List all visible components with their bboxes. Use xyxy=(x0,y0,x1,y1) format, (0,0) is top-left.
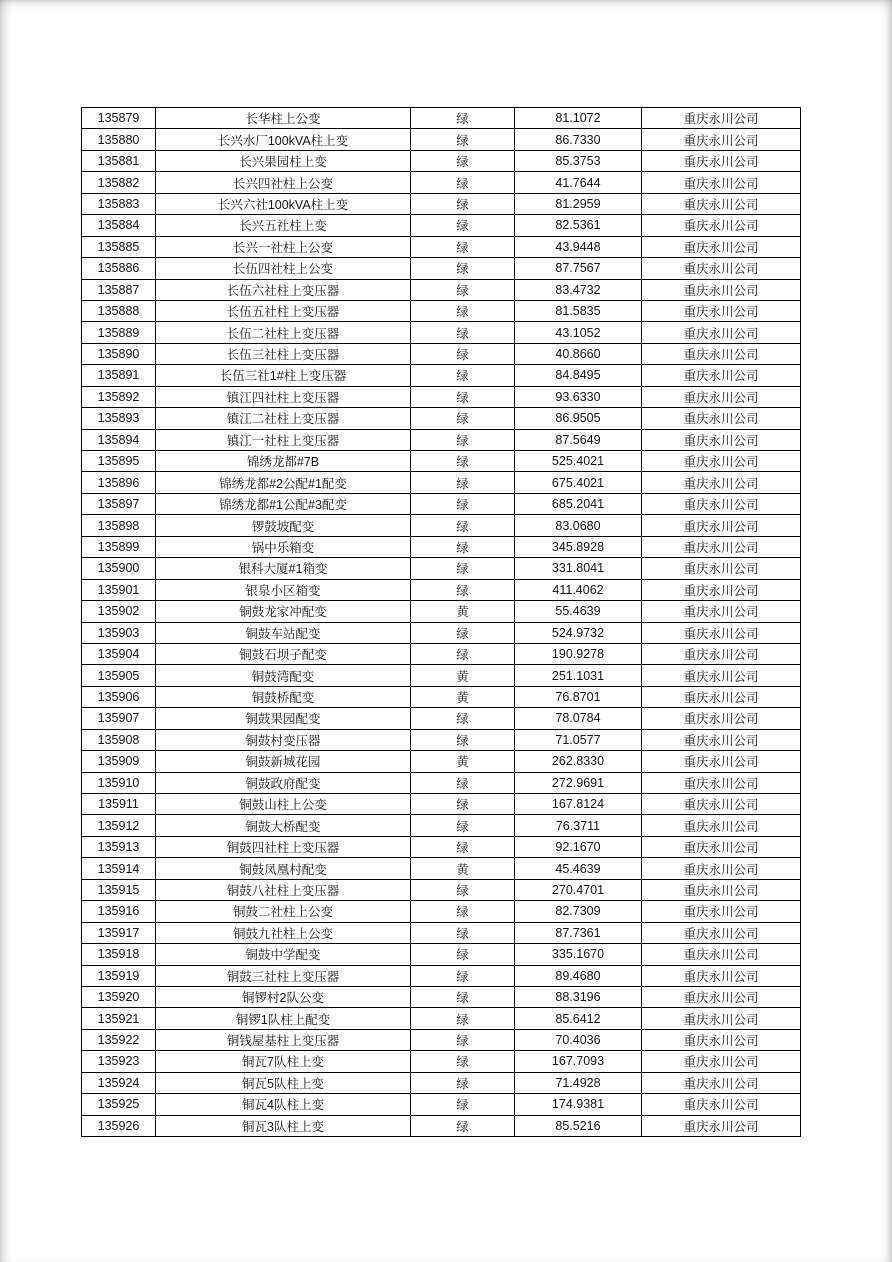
cell-value: 81.5835 xyxy=(515,300,642,321)
table-body xyxy=(82,108,801,1137)
table-row xyxy=(82,686,801,707)
table-row xyxy=(82,172,801,193)
table-row xyxy=(82,365,801,386)
table-row xyxy=(82,901,801,922)
cell-name: 长兴五社柱上变 xyxy=(156,215,411,236)
cell-status: 绿 xyxy=(411,472,515,493)
cell-status: 绿 xyxy=(411,365,515,386)
cell-value: 85.6412 xyxy=(515,1008,642,1029)
cell-status: 黄 xyxy=(411,686,515,707)
cell-name: 铜鼓政府配变 xyxy=(156,772,411,793)
cell-status: 绿 xyxy=(411,129,515,150)
table-row xyxy=(82,794,801,815)
table-row xyxy=(82,986,801,1007)
cell-value: 87.5649 xyxy=(515,429,642,450)
cell-id: 135919 xyxy=(82,965,156,986)
cell-company: 重庆永川公司 xyxy=(642,1008,801,1029)
table-row xyxy=(82,558,801,579)
cell-name: 铜鼓九社柱上公变 xyxy=(156,922,411,943)
cell-id: 135883 xyxy=(82,193,156,214)
table-row xyxy=(82,1094,801,1115)
cell-status: 绿 xyxy=(411,622,515,643)
cell-value: 82.5361 xyxy=(515,215,642,236)
cell-status: 绿 xyxy=(411,965,515,986)
cell-name: 镇江一社柱上变压器 xyxy=(156,429,411,450)
cell-status: 绿 xyxy=(411,836,515,857)
cell-value: 85.3753 xyxy=(515,150,642,171)
cell-company: 重庆永川公司 xyxy=(642,579,801,600)
cell-status: 绿 xyxy=(411,879,515,900)
cell-value: 86.7330 xyxy=(515,129,642,150)
cell-name: 锦绣龙都#1公配#3配变 xyxy=(156,493,411,514)
cell-value: 86.9505 xyxy=(515,408,642,429)
cell-company: 重庆永川公司 xyxy=(642,922,801,943)
cell-id: 135881 xyxy=(82,150,156,171)
cell-status: 绿 xyxy=(411,579,515,600)
cell-name: 铜鼓八社柱上变压器 xyxy=(156,879,411,900)
table-row xyxy=(82,322,801,343)
cell-company: 重庆永川公司 xyxy=(642,215,801,236)
cell-company: 重庆永川公司 xyxy=(642,622,801,643)
table-row xyxy=(82,922,801,943)
cell-id: 135897 xyxy=(82,493,156,514)
cell-value: 88.3196 xyxy=(515,986,642,1007)
cell-name: 铜瓦3队柱上变 xyxy=(156,1115,411,1136)
cell-status: 绿 xyxy=(411,536,515,557)
cell-id: 135926 xyxy=(82,1115,156,1136)
cell-status: 绿 xyxy=(411,1029,515,1050)
cell-company: 重庆永川公司 xyxy=(642,965,801,986)
cell-id: 135884 xyxy=(82,215,156,236)
cell-id: 135923 xyxy=(82,1051,156,1072)
cell-name: 长伍三社柱上变压器 xyxy=(156,343,411,364)
cell-id: 135915 xyxy=(82,879,156,900)
cell-name: 铜鼓桥配变 xyxy=(156,686,411,707)
cell-id: 135879 xyxy=(82,108,156,129)
cell-id: 135891 xyxy=(82,365,156,386)
cell-value: 45.4639 xyxy=(515,858,642,879)
table-row xyxy=(82,751,801,772)
cell-id: 135898 xyxy=(82,515,156,536)
cell-value: 78.0784 xyxy=(515,708,642,729)
cell-name: 铜鼓大桥配变 xyxy=(156,815,411,836)
cell-status: 绿 xyxy=(411,236,515,257)
table-row xyxy=(82,1115,801,1136)
cell-company: 重庆永川公司 xyxy=(642,258,801,279)
cell-value: 41.7644 xyxy=(515,172,642,193)
cell-status: 绿 xyxy=(411,386,515,407)
cell-value: 85.5216 xyxy=(515,1115,642,1136)
cell-status: 绿 xyxy=(411,108,515,129)
cell-name: 铜锣1队柱上配变 xyxy=(156,1008,411,1029)
cell-name: 铜鼓新城花园 xyxy=(156,751,411,772)
cell-id: 135894 xyxy=(82,429,156,450)
cell-company: 重庆永川公司 xyxy=(642,322,801,343)
cell-name: 铜鼓村变压器 xyxy=(156,729,411,750)
cell-company: 重庆永川公司 xyxy=(642,172,801,193)
cell-company: 重庆永川公司 xyxy=(642,1115,801,1136)
table-row xyxy=(82,622,801,643)
cell-status: 绿 xyxy=(411,258,515,279)
cell-status: 绿 xyxy=(411,429,515,450)
cell-value: 83.0680 xyxy=(515,515,642,536)
cell-company: 重庆永川公司 xyxy=(642,665,801,686)
cell-status: 绿 xyxy=(411,1008,515,1029)
cell-company: 重庆永川公司 xyxy=(642,986,801,1007)
cell-company: 重庆永川公司 xyxy=(642,901,801,922)
table-row xyxy=(82,1072,801,1093)
table-row xyxy=(82,515,801,536)
cell-id: 135885 xyxy=(82,236,156,257)
cell-name: 镇江二社柱上变压器 xyxy=(156,408,411,429)
table-row xyxy=(82,300,801,321)
cell-id: 135904 xyxy=(82,643,156,664)
cell-company: 重庆永川公司 xyxy=(642,386,801,407)
cell-value: 89.4680 xyxy=(515,965,642,986)
cell-value: 71.4928 xyxy=(515,1072,642,1093)
cell-status: 绿 xyxy=(411,279,515,300)
cell-name: 锅中乐箱变 xyxy=(156,536,411,557)
cell-status: 绿 xyxy=(411,451,515,472)
table-row xyxy=(82,429,801,450)
cell-id: 135910 xyxy=(82,772,156,793)
table-row xyxy=(82,965,801,986)
table-row xyxy=(82,944,801,965)
cell-status: 绿 xyxy=(411,172,515,193)
cell-status: 黄 xyxy=(411,601,515,622)
table-row xyxy=(82,1051,801,1072)
cell-status: 绿 xyxy=(411,1072,515,1093)
cell-value: 251.1031 xyxy=(515,665,642,686)
cell-company: 重庆永川公司 xyxy=(642,408,801,429)
cell-value: 675.4021 xyxy=(515,472,642,493)
cell-company: 重庆永川公司 xyxy=(642,536,801,557)
cell-name: 长伍三社1#柱上变压器 xyxy=(156,365,411,386)
cell-company: 重庆永川公司 xyxy=(642,1094,801,1115)
cell-id: 135907 xyxy=(82,708,156,729)
cell-status: 绿 xyxy=(411,772,515,793)
cell-status: 绿 xyxy=(411,215,515,236)
cell-status: 绿 xyxy=(411,729,515,750)
table-row xyxy=(82,815,801,836)
table-row xyxy=(82,579,801,600)
cell-company: 重庆永川公司 xyxy=(642,429,801,450)
cell-company: 重庆永川公司 xyxy=(642,1072,801,1093)
table-row xyxy=(82,279,801,300)
cell-status: 绿 xyxy=(411,643,515,664)
cell-company: 重庆永川公司 xyxy=(642,708,801,729)
cell-id: 135909 xyxy=(82,751,156,772)
table-row xyxy=(82,215,801,236)
cell-name: 铜鼓凤凰村配变 xyxy=(156,858,411,879)
cell-id: 135902 xyxy=(82,601,156,622)
cell-id: 135914 xyxy=(82,858,156,879)
cell-value: 270.4701 xyxy=(515,879,642,900)
table-row xyxy=(82,601,801,622)
cell-status: 绿 xyxy=(411,193,515,214)
cell-status: 绿 xyxy=(411,322,515,343)
cell-status: 绿 xyxy=(411,1115,515,1136)
cell-id: 135913 xyxy=(82,836,156,857)
cell-value: 55.4639 xyxy=(515,601,642,622)
cell-company: 重庆永川公司 xyxy=(642,879,801,900)
cell-status: 绿 xyxy=(411,408,515,429)
cell-company: 重庆永川公司 xyxy=(642,643,801,664)
cell-id: 135906 xyxy=(82,686,156,707)
cell-value: 82.7309 xyxy=(515,901,642,922)
cell-company: 重庆永川公司 xyxy=(642,858,801,879)
cell-company: 重庆永川公司 xyxy=(642,601,801,622)
cell-status: 绿 xyxy=(411,343,515,364)
cell-company: 重庆永川公司 xyxy=(642,108,801,129)
cell-company: 重庆永川公司 xyxy=(642,150,801,171)
cell-company: 重庆永川公司 xyxy=(642,751,801,772)
cell-status: 绿 xyxy=(411,1051,515,1072)
cell-status: 绿 xyxy=(411,815,515,836)
table-row xyxy=(82,343,801,364)
cell-name: 铜钱屋基柱上变压器 xyxy=(156,1029,411,1050)
table-row xyxy=(82,536,801,557)
cell-value: 524.9732 xyxy=(515,622,642,643)
cell-company: 重庆永川公司 xyxy=(642,472,801,493)
cell-value: 272.9691 xyxy=(515,772,642,793)
cell-company: 重庆永川公司 xyxy=(642,944,801,965)
cell-value: 93.6330 xyxy=(515,386,642,407)
cell-company: 重庆永川公司 xyxy=(642,836,801,857)
cell-value: 87.7361 xyxy=(515,922,642,943)
table-row xyxy=(82,729,801,750)
cell-id: 135903 xyxy=(82,622,156,643)
table-row xyxy=(82,108,801,129)
cell-name: 长兴一社柱上公变 xyxy=(156,236,411,257)
cell-name: 长伍五社柱上变压器 xyxy=(156,300,411,321)
cell-value: 87.7567 xyxy=(515,258,642,279)
cell-name: 长伍四社柱上公变 xyxy=(156,258,411,279)
table-row xyxy=(82,408,801,429)
cell-company: 重庆永川公司 xyxy=(642,493,801,514)
cell-value: 43.1052 xyxy=(515,322,642,343)
cell-company: 重庆永川公司 xyxy=(642,1029,801,1050)
cell-name: 银科大厦#1箱变 xyxy=(156,558,411,579)
cell-name: 长伍二社柱上变压器 xyxy=(156,322,411,343)
cell-status: 绿 xyxy=(411,150,515,171)
cell-name: 铜鼓车站配变 xyxy=(156,622,411,643)
cell-id: 135922 xyxy=(82,1029,156,1050)
cell-value: 167.7093 xyxy=(515,1051,642,1072)
cell-value: 525.4021 xyxy=(515,451,642,472)
cell-company: 重庆永川公司 xyxy=(642,815,801,836)
table-row xyxy=(82,236,801,257)
table-row xyxy=(82,836,801,857)
cell-status: 绿 xyxy=(411,901,515,922)
cell-company: 重庆永川公司 xyxy=(642,1051,801,1072)
cell-id: 135920 xyxy=(82,986,156,1007)
data-table xyxy=(81,107,801,1137)
cell-status: 绿 xyxy=(411,944,515,965)
cell-id: 135916 xyxy=(82,901,156,922)
cell-company: 重庆永川公司 xyxy=(642,451,801,472)
table-row xyxy=(82,193,801,214)
table-row xyxy=(82,386,801,407)
cell-id: 135905 xyxy=(82,665,156,686)
cell-name: 长华柱上公变 xyxy=(156,108,411,129)
cell-value: 190.9278 xyxy=(515,643,642,664)
cell-name: 铜锣村2队公变 xyxy=(156,986,411,1007)
cell-company: 重庆永川公司 xyxy=(642,279,801,300)
cell-company: 重庆永川公司 xyxy=(642,343,801,364)
cell-company: 重庆永川公司 xyxy=(642,686,801,707)
cell-status: 绿 xyxy=(411,493,515,514)
cell-id: 135893 xyxy=(82,408,156,429)
cell-value: 76.8701 xyxy=(515,686,642,707)
cell-status: 黄 xyxy=(411,665,515,686)
table-row xyxy=(82,708,801,729)
cell-name: 长兴四社柱上公变 xyxy=(156,172,411,193)
table-row xyxy=(82,643,801,664)
table-row xyxy=(82,472,801,493)
table-row xyxy=(82,150,801,171)
table-row xyxy=(82,665,801,686)
cell-name: 长伍六社柱上变压器 xyxy=(156,279,411,300)
cell-value: 43.9448 xyxy=(515,236,642,257)
cell-name: 铜瓦5队柱上变 xyxy=(156,1072,411,1093)
cell-id: 135880 xyxy=(82,129,156,150)
cell-value: 81.2959 xyxy=(515,193,642,214)
cell-name: 铜鼓果园配变 xyxy=(156,708,411,729)
table-row xyxy=(82,493,801,514)
cell-value: 345.8928 xyxy=(515,536,642,557)
cell-id: 135924 xyxy=(82,1072,156,1093)
cell-status: 绿 xyxy=(411,794,515,815)
cell-name: 铜鼓中学配变 xyxy=(156,944,411,965)
cell-id: 135889 xyxy=(82,322,156,343)
cell-id: 135888 xyxy=(82,300,156,321)
cell-id: 135892 xyxy=(82,386,156,407)
table-row xyxy=(82,1008,801,1029)
cell-company: 重庆永川公司 xyxy=(642,236,801,257)
table-row xyxy=(82,858,801,879)
cell-name: 铜鼓湾配变 xyxy=(156,665,411,686)
cell-id: 135911 xyxy=(82,794,156,815)
cell-id: 135912 xyxy=(82,815,156,836)
cell-name: 铜鼓四社柱上变压器 xyxy=(156,836,411,857)
cell-status: 绿 xyxy=(411,300,515,321)
cell-value: 92.1670 xyxy=(515,836,642,857)
cell-company: 重庆永川公司 xyxy=(642,193,801,214)
cell-name: 银泉小区箱变 xyxy=(156,579,411,600)
cell-name: 铜鼓二社柱上公变 xyxy=(156,901,411,922)
cell-id: 135900 xyxy=(82,558,156,579)
cell-value: 174.9381 xyxy=(515,1094,642,1115)
cell-id: 135917 xyxy=(82,922,156,943)
cell-name: 铜鼓山柱上公变 xyxy=(156,794,411,815)
table-row xyxy=(82,451,801,472)
cell-status: 绿 xyxy=(411,558,515,579)
cell-value: 40.8660 xyxy=(515,343,642,364)
cell-name: 长兴六社100kVA柱上变 xyxy=(156,193,411,214)
cell-value: 71.0577 xyxy=(515,729,642,750)
cell-id: 135887 xyxy=(82,279,156,300)
cell-status: 绿 xyxy=(411,708,515,729)
cell-id: 135896 xyxy=(82,472,156,493)
table-row xyxy=(82,1029,801,1050)
table-row xyxy=(82,879,801,900)
cell-name: 镇江四社柱上变压器 xyxy=(156,386,411,407)
cell-id: 135886 xyxy=(82,258,156,279)
cell-value: 83.4732 xyxy=(515,279,642,300)
cell-value: 335.1670 xyxy=(515,944,642,965)
cell-id: 135899 xyxy=(82,536,156,557)
cell-name: 长兴果园柱上变 xyxy=(156,150,411,171)
cell-status: 绿 xyxy=(411,515,515,536)
cell-status: 绿 xyxy=(411,1094,515,1115)
cell-status: 黄 xyxy=(411,858,515,879)
cell-id: 135895 xyxy=(82,451,156,472)
table-row xyxy=(82,772,801,793)
cell-status: 绿 xyxy=(411,922,515,943)
cell-value: 685.2041 xyxy=(515,493,642,514)
cell-name: 锦绣龙都#2公配#1配变 xyxy=(156,472,411,493)
cell-value: 331.8041 xyxy=(515,558,642,579)
cell-status: 绿 xyxy=(411,986,515,1007)
cell-value: 262.8330 xyxy=(515,751,642,772)
cell-status: 黄 xyxy=(411,751,515,772)
cell-value: 81.1072 xyxy=(515,108,642,129)
cell-name: 锣鼓坡配变 xyxy=(156,515,411,536)
cell-name: 锦绣龙都#7B xyxy=(156,451,411,472)
cell-id: 135918 xyxy=(82,944,156,965)
cell-value: 84.8495 xyxy=(515,365,642,386)
cell-id: 135901 xyxy=(82,579,156,600)
cell-company: 重庆永川公司 xyxy=(642,515,801,536)
cell-id: 135925 xyxy=(82,1094,156,1115)
cell-name: 铜瓦4队柱上变 xyxy=(156,1094,411,1115)
cell-value: 76.3711 xyxy=(515,815,642,836)
cell-value: 167.8124 xyxy=(515,794,642,815)
cell-name: 铜瓦7队柱上变 xyxy=(156,1051,411,1072)
cell-id: 135882 xyxy=(82,172,156,193)
cell-name: 铜鼓三社柱上变压器 xyxy=(156,965,411,986)
table-row xyxy=(82,258,801,279)
cell-company: 重庆永川公司 xyxy=(642,794,801,815)
cell-name: 长兴水厂100kVA柱上变 xyxy=(156,129,411,150)
table-row xyxy=(82,129,801,150)
cell-company: 重庆永川公司 xyxy=(642,129,801,150)
cell-company: 重庆永川公司 xyxy=(642,558,801,579)
cell-company: 重庆永川公司 xyxy=(642,300,801,321)
cell-name: 铜鼓龙家冲配变 xyxy=(156,601,411,622)
cell-id: 135890 xyxy=(82,343,156,364)
cell-company: 重庆永川公司 xyxy=(642,729,801,750)
cell-id: 135908 xyxy=(82,729,156,750)
cell-company: 重庆永川公司 xyxy=(642,365,801,386)
cell-name: 铜鼓石坝子配变 xyxy=(156,643,411,664)
cell-value: 411.4062 xyxy=(515,579,642,600)
cell-id: 135921 xyxy=(82,1008,156,1029)
cell-value: 70.4036 xyxy=(515,1029,642,1050)
cell-company: 重庆永川公司 xyxy=(642,772,801,793)
